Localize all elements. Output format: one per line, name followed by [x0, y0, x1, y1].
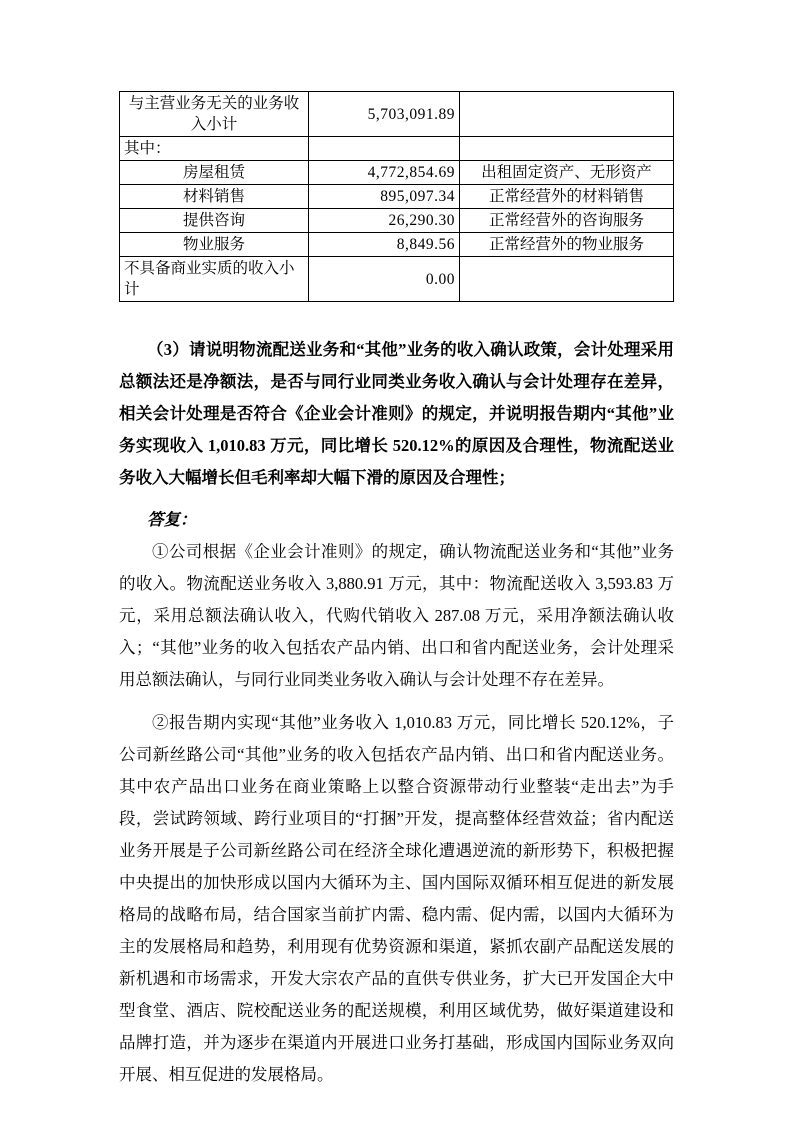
row-amount: 5,703,091.89: [309, 92, 460, 137]
row-label: 其中：: [120, 137, 309, 161]
table-row: [120, 185, 674, 209]
row-note: 正常经营外的物业服务: [460, 233, 674, 257]
table-row: [120, 161, 674, 185]
row-label: 与主营业务无关的业务收入小计: [120, 92, 309, 137]
table-row: [120, 137, 674, 161]
question-3-paragraph: （3）请说明物流配送业务和“其他”业务的收入确认政策，会计处理采用总额法还是净额法，是否与同行业同类业务收入确认与会计处理存在差异，相关会计处理是否符合《企业会计准则》的规定，并说明报告期内“其他”业务实现收入 1,010.83 万元，同比增长 520.12%的原因及合理性，物流配送业务收入大幅增长但毛利率却大幅下滑的原因及合理性；: [119, 340, 674, 487]
row-label: 材料销售: [120, 185, 309, 209]
table-row: [120, 233, 674, 257]
row-amount: [309, 137, 460, 161]
table-row: [120, 257, 674, 302]
row-note: 正常经营外的咨询服务: [460, 209, 674, 233]
row-amount: 895,097.34: [309, 185, 460, 209]
document-content: [119, 0, 674, 1091]
row-note: [460, 137, 674, 161]
row-amount: 26,290.30: [309, 209, 460, 233]
row-note: [460, 257, 674, 302]
row-amount: 0.00: [309, 257, 460, 302]
row-note: 正常经营外的材料销售: [460, 185, 674, 209]
row-note: 出租固定资产、无形资产: [460, 161, 674, 185]
row-amount: 4,772,854.69: [309, 161, 460, 185]
row-label: 不具备商业实质的收入小计: [120, 257, 309, 302]
row-label: 提供咨询: [120, 209, 309, 233]
non-operating-income-table: [119, 91, 674, 302]
reply-paragraph-1: ①公司根据《企业会计准则》的规定，确认物流配送业务和“其他”业务的收入。物流配送业务收入 3,880.91 万元，其中：物流配送收入 3,593.83 万元，采用总额法确认收入，代购代销收入 287.08 万元，采用净额法确认收入；“其他”业务的收入包括农产品内销、出口和省内配送业务，会计处理采用总额法确认，与同行业同类业务收入确认与会计处理不存在差异。: [119, 542, 674, 689]
table-row: [120, 209, 674, 233]
row-label: 房屋租赁: [120, 161, 309, 185]
reply-label: 答复：: [147, 510, 197, 529]
row-note: [460, 92, 674, 137]
reply-paragraph-2: ②报告期内实现“其他”业务收入 1,010.83 万元，同比增长 520.12%，子公司新丝路公司“其他”业务的收入包括农产品内销、出口和省内配送业务。其中农产品出口业务在商业策略上以整合资源带动行业整装“走出去”为手段，尝试跨领域、跨行业项目的“打捆”开发，提高整体经营效益；省内配送业务开展是子公司新丝路公司在经济全球化遭遇逆流的新形势下，积极把握中央提出的加快形成以国内大循环为主、国内国际双循环相互促进的新发展格局的战略布局，结合国家当前扩内需、稳内需、促内需，以国内大循环为主的发展格局和趋势，利用现有优势资源和渠道，紧抓农副产品配送发展的新机遇和市场需求，开发大宗农产品的直供专供业务，扩大已开发国企大中型食堂、酒店、院校配送业务的配送规模，利用区域优势，做好渠道建设和品牌打造，并为逐步在渠道内开展进口业务打基础，形成国内国际业务双向开展、相互促进的发展格局。: [119, 713, 674, 1084]
row-amount: 8,849.56: [309, 233, 460, 257]
row-label: 物业服务: [120, 233, 309, 257]
table-row: [120, 92, 674, 137]
